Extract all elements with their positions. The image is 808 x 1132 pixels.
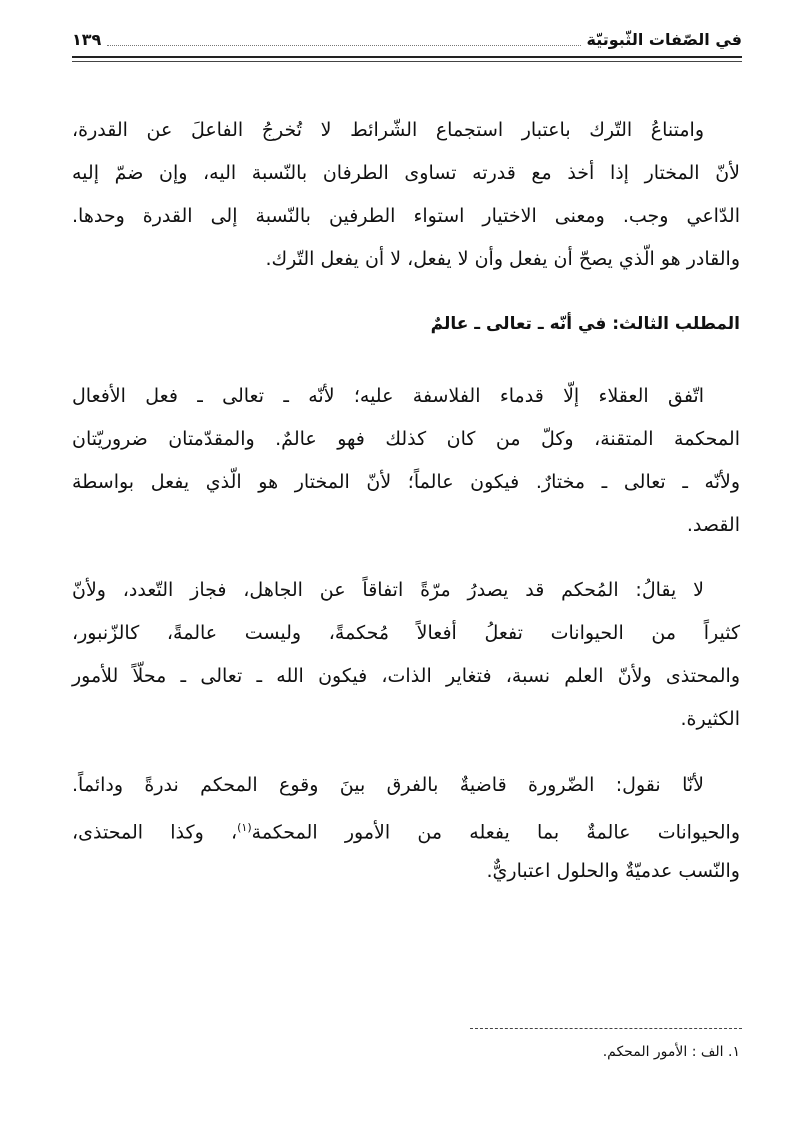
body-line: الكثيرة. xyxy=(680,708,740,730)
running-title: في الصّفات الثّبوتيّة xyxy=(586,29,742,49)
body-line: القصد. xyxy=(686,514,740,536)
body-line: لأنّ المختار إذا أخذ مع قدرته تساوى الطرفان بالنّسبة اليه، وإن ضمّ إليه xyxy=(72,162,740,184)
footnote-reference: (١) xyxy=(237,821,252,834)
footnote: ١. الف : الأمور المحكم. xyxy=(602,1044,740,1060)
body-line: لا يقالُ: المُحكم قد يصدرُ مرّةً اتفاقاً عن الجاهل، فجاز التّعدد، ولأنّ xyxy=(72,579,704,601)
running-header xyxy=(72,28,742,50)
section-heading: المطلب الثالث: في أنّه ـ تعالى ـ عالمٌ xyxy=(430,314,740,334)
body-line: ولأنّه ـ تعالى ـ مختارٌ. فيكون عالماً؛ لأنّ المختار هو الّذي يفعل بواسطة xyxy=(72,471,740,493)
footnote-rule xyxy=(470,1028,742,1029)
body-line: والمحتذى ولأنّ العلم نسبة، فتغاير الذات، فيكون الله ـ تعالى ـ محلّاً للأمور xyxy=(72,665,740,687)
body-line: اتّفق العقلاء إلّا قدماء الفلاسفة عليه؛ لأنّه ـ تعالى ـ فعل الأفعال xyxy=(72,385,704,407)
body-text: والحيوانات عالمةٌ بما يفعله من الأمور المحكمة xyxy=(251,821,740,844)
leader-dots xyxy=(107,33,580,46)
body-line: لأنّا نقول: الضّرورة قاضيةٌ بالفرق بينَ وقوع المحكم ندرةً ودائماً. xyxy=(72,774,704,796)
body-line: الدّاعي وجب. ومعنى الاختيار استواء الطرفين بالنّسبة إلى القدرة وحدها. xyxy=(72,205,740,227)
body-line: وامتناعُ التّرك باعتبار استجماع الشّرائط لا تُخرجُ الفاعلَ عن القدرة، xyxy=(72,119,704,141)
body-line xyxy=(72,814,740,846)
body-line: والقادر هو الّذي يصحّ أن يفعل وأن لا يفعل، لا أن يفعل التّرك. xyxy=(265,248,740,270)
body-line: والنّسب عدميّةٌ والحلول اعتباريٌّ. xyxy=(486,860,740,882)
body-line: المحكمة المتقنة، وكلّ من كان كذلك فهو عالمٌ. والمقدّمتان ضروريّتان xyxy=(72,428,740,450)
body-text: ، وكذا المحتذى، xyxy=(72,821,238,844)
body-line: كثيراً من الحيوانات تفعلُ أفعالاً مُحكمةً، وليست عالمةً، كالزّنبور، xyxy=(72,622,740,644)
header-rule-thin xyxy=(72,61,742,62)
page-number: ١٣٩ xyxy=(72,29,102,49)
header-rule xyxy=(72,56,742,58)
